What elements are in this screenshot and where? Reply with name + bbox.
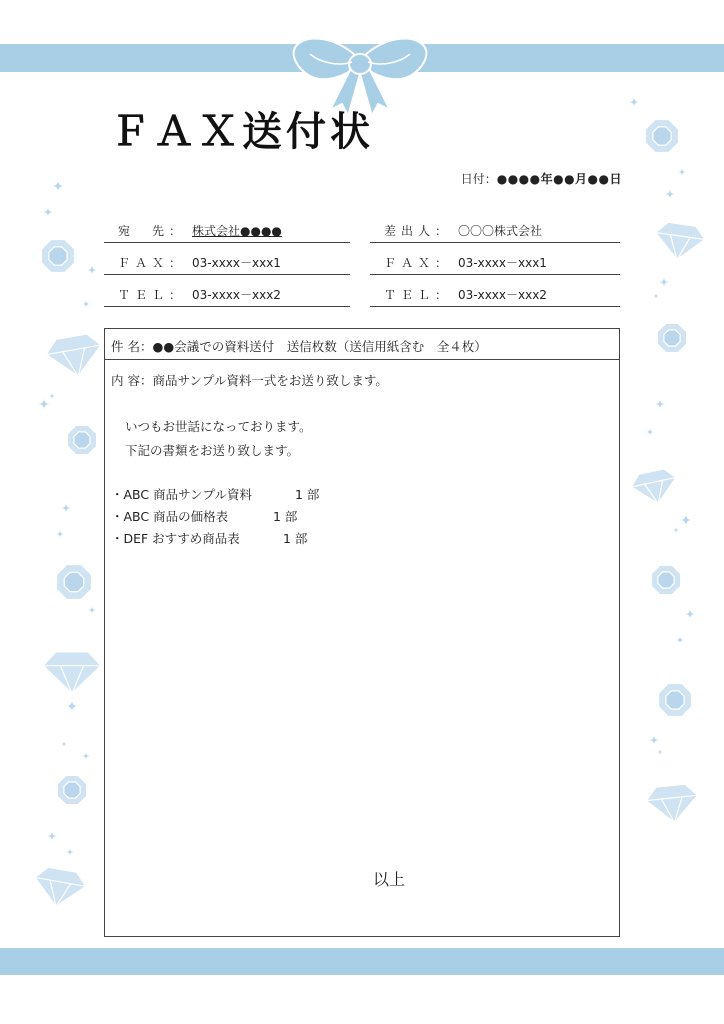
item-name: ・ABC 商品サンプル資料 xyxy=(111,487,252,502)
recipient-tel-label: ＴＥＬ： xyxy=(118,288,187,302)
sender-tel-value: 03-xxxx－xxx2 xyxy=(458,288,547,302)
recipient-to-label: 宛 先： xyxy=(118,224,187,238)
item-count: 1 部 xyxy=(273,509,298,524)
round-gem-icon xyxy=(658,683,691,716)
list-item xyxy=(111,529,308,547)
sparkle-icon xyxy=(61,503,71,513)
round-gem-icon xyxy=(57,775,87,805)
sparkle-icon xyxy=(653,293,659,299)
sender-fax-label: ＦＡＸ： xyxy=(384,256,453,270)
item-count: 1 部 xyxy=(295,487,320,502)
sparkle-icon xyxy=(66,700,78,712)
sender-from-label: 差出人： xyxy=(384,224,453,238)
sparkle-icon xyxy=(82,300,90,308)
sparkle-icon xyxy=(680,514,692,526)
recipient-fax-row xyxy=(104,248,350,275)
sender-from-value: 〇〇〇株式会社 xyxy=(458,224,543,238)
recipient-to-value: 株式会社●●●● xyxy=(192,224,282,238)
sparkle-icon xyxy=(66,848,74,856)
list-item xyxy=(111,507,298,525)
recipient-to-row xyxy=(104,216,350,243)
sparkle-icon xyxy=(47,831,57,841)
sparkle-icon xyxy=(649,735,659,745)
sparkle-icon xyxy=(82,752,90,760)
sparkle-icon xyxy=(659,277,669,287)
sparkle-icon xyxy=(676,636,684,644)
diamond-gem-icon xyxy=(629,467,681,509)
round-gem-icon xyxy=(657,323,687,353)
recipient-fax-value: 03-xxxx－xxx1 xyxy=(192,256,281,270)
sender-fax-row xyxy=(370,248,620,275)
content-line: 内 容：商品サンプル資料一式をお送り致します。 xyxy=(111,373,388,388)
list-item xyxy=(111,485,320,503)
sparkle-icon xyxy=(52,180,64,192)
message-box xyxy=(104,328,620,937)
sparkle-icon xyxy=(665,189,675,199)
sparkle-icon xyxy=(673,527,679,533)
sparkle-icon xyxy=(678,168,686,176)
sparkle-icon xyxy=(61,741,67,747)
diamond-gem-icon xyxy=(652,221,707,264)
sparkle-icon xyxy=(88,606,96,614)
sparkle-icon xyxy=(629,97,639,107)
sender-from-row xyxy=(370,216,620,243)
date-label: 日付： xyxy=(460,172,497,186)
closing-text: 以上 xyxy=(373,870,406,889)
sparkle-icon xyxy=(655,399,665,409)
sparkle-icon xyxy=(685,609,695,619)
round-gem-icon xyxy=(651,565,681,595)
item-name: ・ABC 商品の価格表 xyxy=(111,509,229,524)
diamond-gem-icon xyxy=(44,332,106,381)
sender-fax-value: 03-xxxx－xxx1 xyxy=(458,256,547,270)
sparkle-icon xyxy=(49,393,55,399)
date-line xyxy=(461,170,622,187)
diamond-gem-icon xyxy=(43,652,101,694)
subject-line: 件 名：●●会議での資料送付 送信枚数（送信用紙含む 全４枚） xyxy=(105,329,619,360)
recipient-tel-row xyxy=(104,280,350,307)
date-value: ●●●●年●●月●●日 xyxy=(496,172,622,186)
sparkle-icon xyxy=(87,265,97,275)
round-gem-icon xyxy=(41,239,74,272)
sparkle-icon xyxy=(38,398,50,410)
sparkle-icon xyxy=(56,530,64,538)
sparkle-icon xyxy=(646,428,654,436)
greeting-line: いつもお世話になっております。 xyxy=(125,419,312,434)
sparkle-icon xyxy=(657,749,663,755)
recipient-tel-value: 03-xxxx－xxx2 xyxy=(192,288,281,302)
sparkle-icon xyxy=(43,207,53,217)
item-count: 1 部 xyxy=(283,531,308,546)
sender-tel-row xyxy=(370,280,620,307)
greeting-line: 下記の書類をお送り致します。 xyxy=(125,443,300,458)
item-name: ・DEF おすすめ商品表 xyxy=(111,531,240,546)
round-gem-icon xyxy=(56,564,91,599)
sender-tel-label: ＴＥＬ： xyxy=(384,288,453,302)
diamond-gem-icon xyxy=(30,865,88,911)
recipient-fax-label: ＦＡＸ： xyxy=(118,256,187,270)
round-gem-icon xyxy=(67,425,97,455)
diamond-gem-icon xyxy=(645,783,701,826)
document-title: ＦＡＸ送付状 xyxy=(110,109,374,155)
round-gem-icon xyxy=(645,119,678,152)
